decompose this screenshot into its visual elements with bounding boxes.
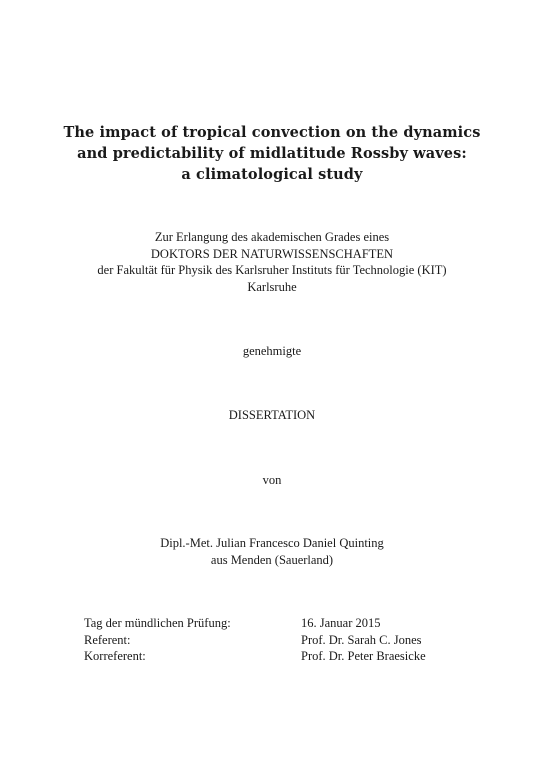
examination-details xyxy=(84,615,474,665)
exam-date-label: Tag der mündlichen Prüfung: xyxy=(84,616,231,630)
thesis-title-line-3: a climatological study xyxy=(181,166,363,183)
exam-date-value: 16. Januar 2015 xyxy=(301,616,381,630)
document-type-text: DISSERTATION xyxy=(228,408,316,422)
exam-row-date xyxy=(84,615,474,632)
coreferee-label: Korreferent: xyxy=(84,649,146,663)
document-type xyxy=(20,407,524,424)
by-text: von xyxy=(262,473,282,487)
exam-row-referee xyxy=(84,632,474,649)
thesis-title-line-1: The impact of tropical convection on the dynamics xyxy=(63,124,481,141)
author-name: Dipl.-Met. Julian Francesco Daniel Quinting xyxy=(160,536,384,550)
degree-affiliation xyxy=(20,229,524,295)
faculty-line: der Fakultät für Physik des Karlsruher Instituts für Technologie (KIT) xyxy=(97,263,447,277)
exam-row-coreferee xyxy=(84,648,474,665)
city-line: Karlsruhe xyxy=(247,279,297,294)
degree-purpose-line: Zur Erlangung des akademischen Grades eines xyxy=(154,230,390,244)
thesis-title xyxy=(40,122,504,185)
thesis-title-line-2: and predictability of midlatitude Rossby waves: xyxy=(77,145,467,162)
degree-name-line: DOKTORS DER NATURWISSENSCHAFTEN xyxy=(150,246,394,261)
author-origin: aus Menden (Sauerland) xyxy=(210,552,334,567)
author-block xyxy=(20,535,524,568)
by-label xyxy=(20,472,524,489)
approved-text: genehmigte xyxy=(242,344,302,358)
referee-value: Prof. Dr. Sarah C. Jones xyxy=(301,632,422,647)
approved-label xyxy=(20,343,524,360)
coreferee-value: Prof. Dr. Peter Braesicke xyxy=(301,649,426,663)
referee-label: Referent: xyxy=(84,632,131,647)
